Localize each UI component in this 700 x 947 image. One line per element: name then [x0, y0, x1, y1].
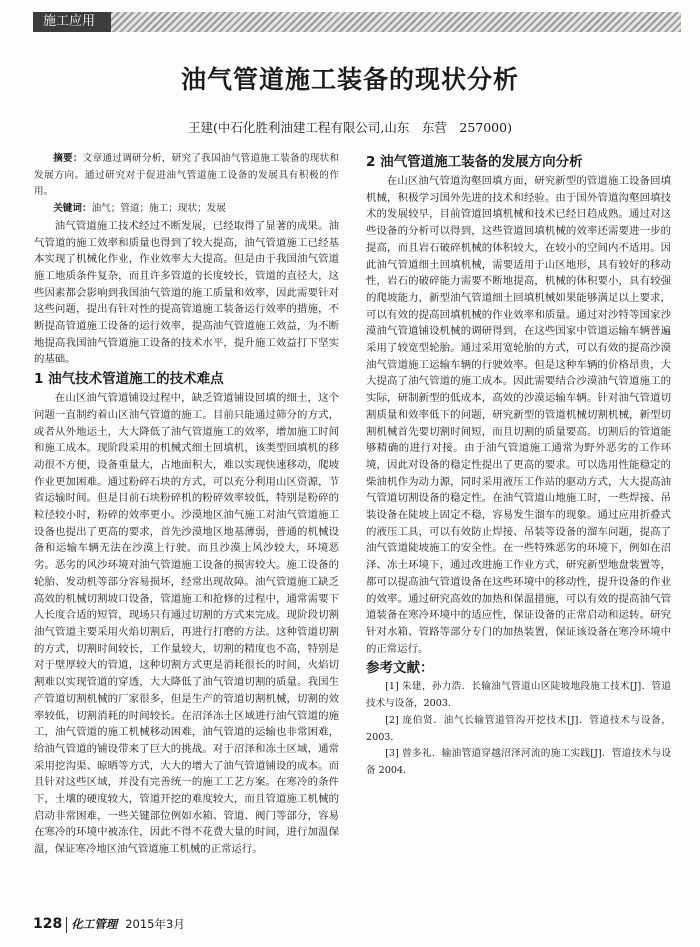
magazine-name: 化工管理 — [71, 917, 118, 931]
section-1-paragraph: 在山区油气管道铺设过程中，缺乏管道铺设回填的细土，这个问题一直制约着山区油气管道的施工。目前只能通过筛分的方式，或者从外地运土，大大降低了油气管道施工的效率，增加施工时间和施工成本。现阶段采用的机械式细土回填机，该类型回填机的移动很不方便，设备重量大，占地面积大，难以实现快速移动，爬坡作业更加困难。通过粉碎石块的方式，可以充分利用山区资源，节省运输时间。但是目前石块粉碎机的粉碎效率较低，特别是粉碎的粒径较小时，粉碎的效率更小。沙漠地区油气施工对油气管道施工设备也提出了更高的要求，首先沙漠地区地基薄弱，普通的机械设备和运输车辆无法在沙漠上行驶。而且沙漠上风沙较大，环境恶劣。恶劣的风沙环境对油气管道施工设备的损害较大。施工设备的轮胎、发动机等部分容易损坏，经常出现故障。油气管道施工缺乏高效的机械切割坡口设备，管道施工和抢修的过程中，通常需要下人长度合适的短管，现场只有通过切割的方式来完成。现阶段切割油气管道主要采用火焰切割后，再进行打磨的方法。这种管道切割的方式，切割时间较长，工作量较大，切割的精度也不高，特别是对于壁厚较大的管道，这种切割方式更是消耗很长的时间，火焰切割难以实现管道的穿透，大大降低了油气管道切割的质量。我国生产管道切割机械的厂家很多，但是生产的管道切割机械，切割的效率较低，切割消耗的时间较长。在沼泽冻土区域进行油气管道的施工，油气管道的施工机械移动困难，油气管道的运输也非常困难，给油气管道的铺设带来了巨大的挑战。对于沼泽和冻土区域，通常采用挖沟渠、晾晒等方式，大大的增大了油气管道铺设的成本。而且针对这些区域，并没有完善统一的施工工艺方案。在寒冷的条件下，土壤的硬度较大，管道开挖的难度较大，而且管道施工机械的启动非常困难，一些关键部位例如水箱、管道、阀门等部分，容易在寒冷的环境中被冻住，因此不得不花费大量的时间，进行加温保温，保证寒冷地区油气管道施工机械的正常运行。 — [34, 392, 339, 856]
keywords-text: 油气；管道；施工；现状；发展 — [91, 203, 226, 215]
references-list — [366, 679, 671, 779]
author-affiliation: 王建(中石化胜利油建工程有限公司,山东 东营 257000) — [188, 120, 512, 135]
reference-item: [3] 曾多礼．输油管道穿越沼泽河流的施工实践[J]．管道技术与设备 2004． — [366, 748, 671, 776]
section-header-bar — [33, 12, 681, 32]
page-footer — [33, 916, 185, 933]
reference-item: [1] 朱建，孙力浩．长输油气管道山区陡坡地段施工技术[J]．管道技术与设备，2003． — [366, 681, 671, 710]
keywords-label: 关键词： — [53, 203, 92, 215]
page-number: 128 — [33, 916, 63, 932]
intro-paragraph: 油气管道施工技术经过不断发展，已经取得了显著的成果。油气管道的施工效率和质量也得到了较大提高，油气管道施工已经基本实现了机械化作业，作业效率大大提高。但是由于我国油气管道施工地质条件复杂，而且许多管道的长度较长，管道的直径大，这些因素都会影响到我国油气管道的施工质量和效率，因此需要针对这些问题，提出有针对性的提高管道施工装备运行效率的措施，不断提高管道施工设备的运行效率，提高油气管道施工效益，为不断地提高我国油气管道施工设备的技术水平，提升施工效益打下坚实的基础。 — [34, 219, 339, 366]
article-title: 油气管道施工装备的现状分析 — [180, 65, 519, 94]
section-1-heading: 1 油气技术管道施工的技术难点 — [34, 371, 224, 388]
section-label: 施工应用 — [33, 12, 111, 32]
issue-date: 2015年3月 — [125, 917, 185, 931]
reference-item: [2] 庞伯贤．油气长输管道管沟开挖技术[J]．管道技术与设备，2003． — [366, 714, 671, 743]
abstract-label: 摘要： — [53, 153, 83, 164]
footer-divider — [66, 917, 67, 933]
keywords — [34, 201, 339, 218]
abstract — [34, 151, 339, 201]
references-heading: 参考文献： — [366, 660, 434, 677]
section-2-paragraph: 在山区油气管道沟壑回填方面，研究新型的管道施工设备回填机械，积极学习国外先进的技术和经验。由于国外管道沟壑回填技术的发展较早，目前管道回填机械和技术已经日趋成熟。通过对这些设备的分析可以得到，这些管道回填机械的效率还需要进一步的提高，而且岩石破碎机械的体积较大，在较小的空间内不适用。因此油气管道细土回填机械，需要适用于山区地形，具有较好的移动性，岩石的破碎能力需要不断地提高，机械的体积要小，具有较强的爬坡能力，新型油气管道细土回填机械如果能够满足以上要求，可以有效的提高回填机械的作业效率和质量。通过对沙特等国家沙漠油气管道铺设机械的调研得到，在这些国家中管道运输车辆普遍采用了较宽型轮胎。通过采用宽轮胎的方式，可以有效的提高沙漠油气管道施工运输车辆的行驶效率。但是这种车辆的价格昂贵，大大提高了油气管道的施工成本。因此需要结合沙漠油气管道施工的实际，研制新型的低成本，高效的沙漠运输车辆。针对油气管道切割质量和效率低下的问题，研究新型的管道机械切割机械，新型切割机械首先要切割时间短，而且切割的质量要高。切割后的管道能够精确的进行对接。由于油气管道施工通常为野外恶劣的工作环境，因此对设备的稳定性提出了更高的要求。可以选用性能稳定的柴油机作为动力源，同时采用液压工作站的驱动方式，大大提高油气管道切割设备的稳定性。在油气管道山地施工时，一些焊接、吊装设备在陡坡上固定不稳，容易发生溜车的现象。通过应用折叠式的液压工具，可以有效防止焊接、吊装等设备的溜车问题，提高了油气管道陡坡施工的安全性。在一些特殊恶劣的环境下，例如在沼泽、冻土环境下，通过改进施工作业方式，研究新型地盘装置等，都可以提高油气管道设备在这些环境中的移动性，提升设备的作业的效率。通过研究高效的加热和保温措施，可以有效的提高油气管道装备在寒冷环境中的适应性，保证设备的正常启动和运转。研究针对水箱、管路等部分专门的加热装置，保证该设备在寒冷环境中的正常运行。 — [366, 175, 671, 655]
left-column — [34, 151, 339, 858]
section-2-heading: 2 油气管道施工装备的发展方向分析 — [366, 154, 583, 170]
abstract-text: 文章通过调研分析，研究了我国油气管道施工装备的现状和发展方向。通过研究对于促进油气管道施工设备的发展具有积极的作用。 — [34, 153, 340, 198]
right-column — [366, 151, 671, 780]
